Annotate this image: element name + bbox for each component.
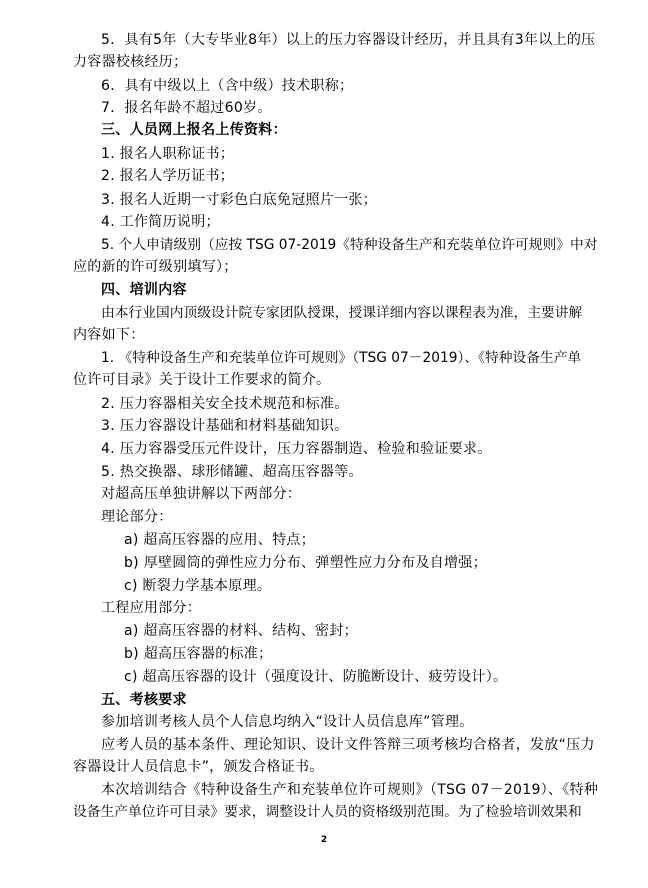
list-item: a) 超高压容器的材料、结构、密封； xyxy=(124,623,358,639)
text-line: 设备生产单位许可目录》要求，调整设计人员的资格级别范围。为了检验培训效果和 xyxy=(73,804,582,820)
list-item: 1. 《特种设备生产和充装单位许可规则》（TSG 07－2019）、《特种设备生产单 xyxy=(101,350,582,366)
list-item: 3. 压力容器设计基础和材料基础知识。 xyxy=(101,418,349,434)
text-line: 位许可目录》关于设计工作要求的简介。 xyxy=(73,372,331,388)
text-line: 由本行业国内顶级设计院专家团队授课，授课详细内容以课程表为准，主要讲解 xyxy=(101,305,583,321)
text-line: 理论部分： xyxy=(101,509,173,525)
list-item: 5. 个人申请级别（应按 TSG 07-2019《特种设备生产和充装单位许可规则》中对 xyxy=(101,237,598,253)
text-line: 7．报名年龄不超过60岁。 xyxy=(101,100,272,116)
list-item: 4. 工作简历说明； xyxy=(101,214,220,230)
list-item: 1. 报名人职称证书； xyxy=(101,146,235,162)
list-item: c) 断裂力学基本原理。 xyxy=(124,578,272,594)
list-item: 4. 压力容器受压元件设计，压力容器制造、检验和验证要求。 xyxy=(101,441,492,457)
list-item: 2. 压力容器相关安全技术规范和标准。 xyxy=(101,396,349,412)
list-item: 3. 报名人近期一寸彩色白底免冠照片一张； xyxy=(101,192,378,208)
list-item: c) 超高压容器的设计（强度设计、防脆断设计、疲劳设计）。 xyxy=(124,669,508,685)
text-line: 本次培训结合《特种设备生产和充装单位许可规则》（TSG 07－2019）、《特种 xyxy=(101,782,599,798)
section-heading: 四、培训内容 xyxy=(101,282,187,298)
list-item: 2. 报名人学历证书； xyxy=(101,168,235,184)
section-heading: 三、人员网上报名上传资料： xyxy=(101,122,287,138)
section-heading: 五、考核要求 xyxy=(101,692,187,708)
list-item: 5. 热交换器、球形储罐、超高压容器等。 xyxy=(101,464,363,480)
text-line: 6．具有中级以上（含中级）技术职称； xyxy=(101,78,354,94)
text-line: 应的新的许可级别填写）； xyxy=(73,259,238,275)
text-line: 参加培训考核人员个人信息均纳入“设计人员信息库”管理。 xyxy=(101,714,474,730)
text-line: 5．具有5年（大专毕业8年）以上的压力容器设计经历，并且具有3年以上的压 xyxy=(101,32,596,48)
text-line: 应考人员的基本条件、理论知识、设计文件答辩三项考核均合格者，发放“压力 xyxy=(101,737,595,753)
text-line: 内容如下： xyxy=(73,327,145,343)
list-item: a) 超高压容器的应用、特点； xyxy=(124,532,315,548)
list-item: b) 厚壁圆筒的弹性应力分布、弹塑性应力分布及自增强； xyxy=(124,555,487,571)
list-item: b) 超高压容器的标准； xyxy=(124,646,273,662)
text-line: 容器设计人员信息卡”，颁发合格证书。 xyxy=(73,759,324,775)
text-line: 力容器校核经历； xyxy=(73,54,188,70)
text-line: 工程应用部分： xyxy=(101,600,202,616)
page-number: 2 xyxy=(320,835,328,845)
text-line: 对超高压单独讲解以下两部分： xyxy=(101,486,302,502)
